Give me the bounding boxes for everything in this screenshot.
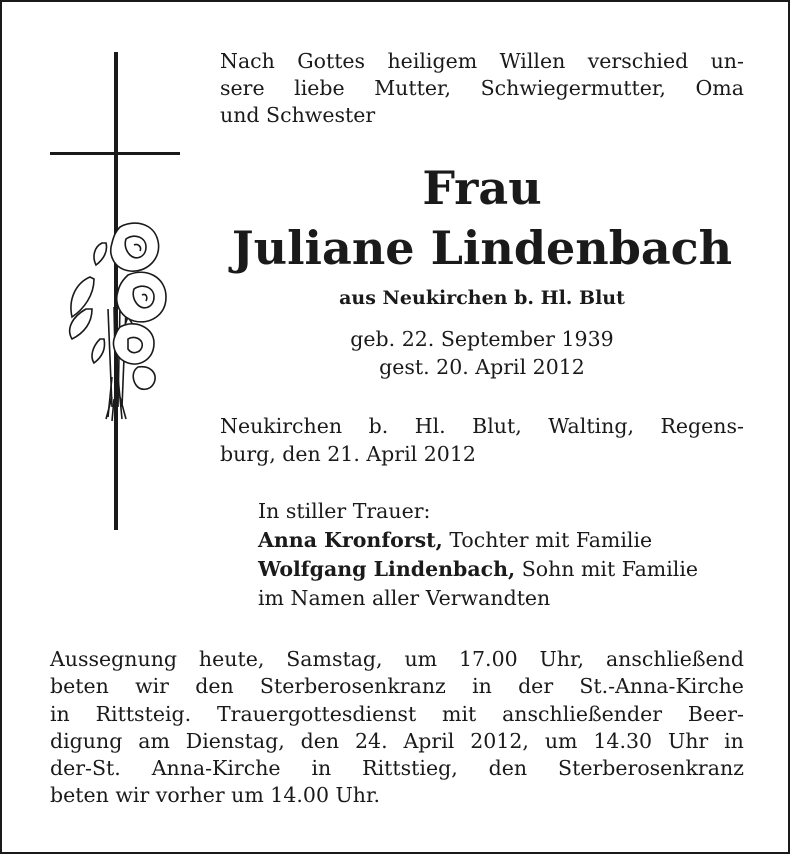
intro-line-3: und Schwester [220,103,376,127]
mourner-2-relation: Sohn mit Familie [521,557,699,581]
death-date: gest. 20. April 2012 [379,355,585,379]
place-date [220,412,744,468]
funeral-line-5: der-St. Anna-Kirche in Rittstieg, den Sterberosenkranz [50,756,744,781]
intro-text [220,48,744,129]
intro-line-1: Nach Gottes heiligem Willen verschied un- [220,49,744,73]
origin: aus Neukirchen b. Hl. Blut [339,287,625,309]
mourner-1-name: Anna Kronforst, [258,528,443,552]
mourners-closing: im Namen aller Verwandten [258,586,551,610]
funeral-line-2: beten wir den Sterberosenkranz in der St.-Anna-Kirche [50,674,744,699]
mourners-heading: In stiller Trauer: [258,499,431,523]
mourners-block [258,497,748,613]
funeral-details [50,646,744,810]
salutation: Frau [422,161,542,215]
funeral-line-4: digung am Dienstag, den 24. April 2012, um 14.30 Uhr in [50,728,744,753]
birth-date: geb. 22. September 1939 [350,327,614,351]
life-dates [202,325,762,381]
cross-graphic [42,47,192,537]
mourner-1-relation: Tochter mit Familie [449,528,653,552]
cross-icon [42,47,192,537]
mourner-1 [258,526,748,555]
mourner-2-name: Wolfgang Lindenbach, [258,557,516,581]
mourner-2 [258,555,748,584]
funeral-line-1: Aussegnung heute, Samstag, um 17.00 Uhr, anschließend [50,647,744,671]
intro-line-2: sere liebe Mutter, Schwiegermutter, Oma [220,76,744,100]
funeral-line-6: beten wir vorher um 14.00 Uhr. [50,783,381,808]
deceased-name: Juliane Lindenbach [231,221,733,275]
place-line-2: burg, den 21. April 2012 [220,442,476,466]
funeral-line-3: in Rittsteig. Trauergottesdienst mit anschließender Beer- [50,701,744,726]
place-line-1: Neukirchen b. Hl. Blut, Walting, Regens- [220,414,744,438]
